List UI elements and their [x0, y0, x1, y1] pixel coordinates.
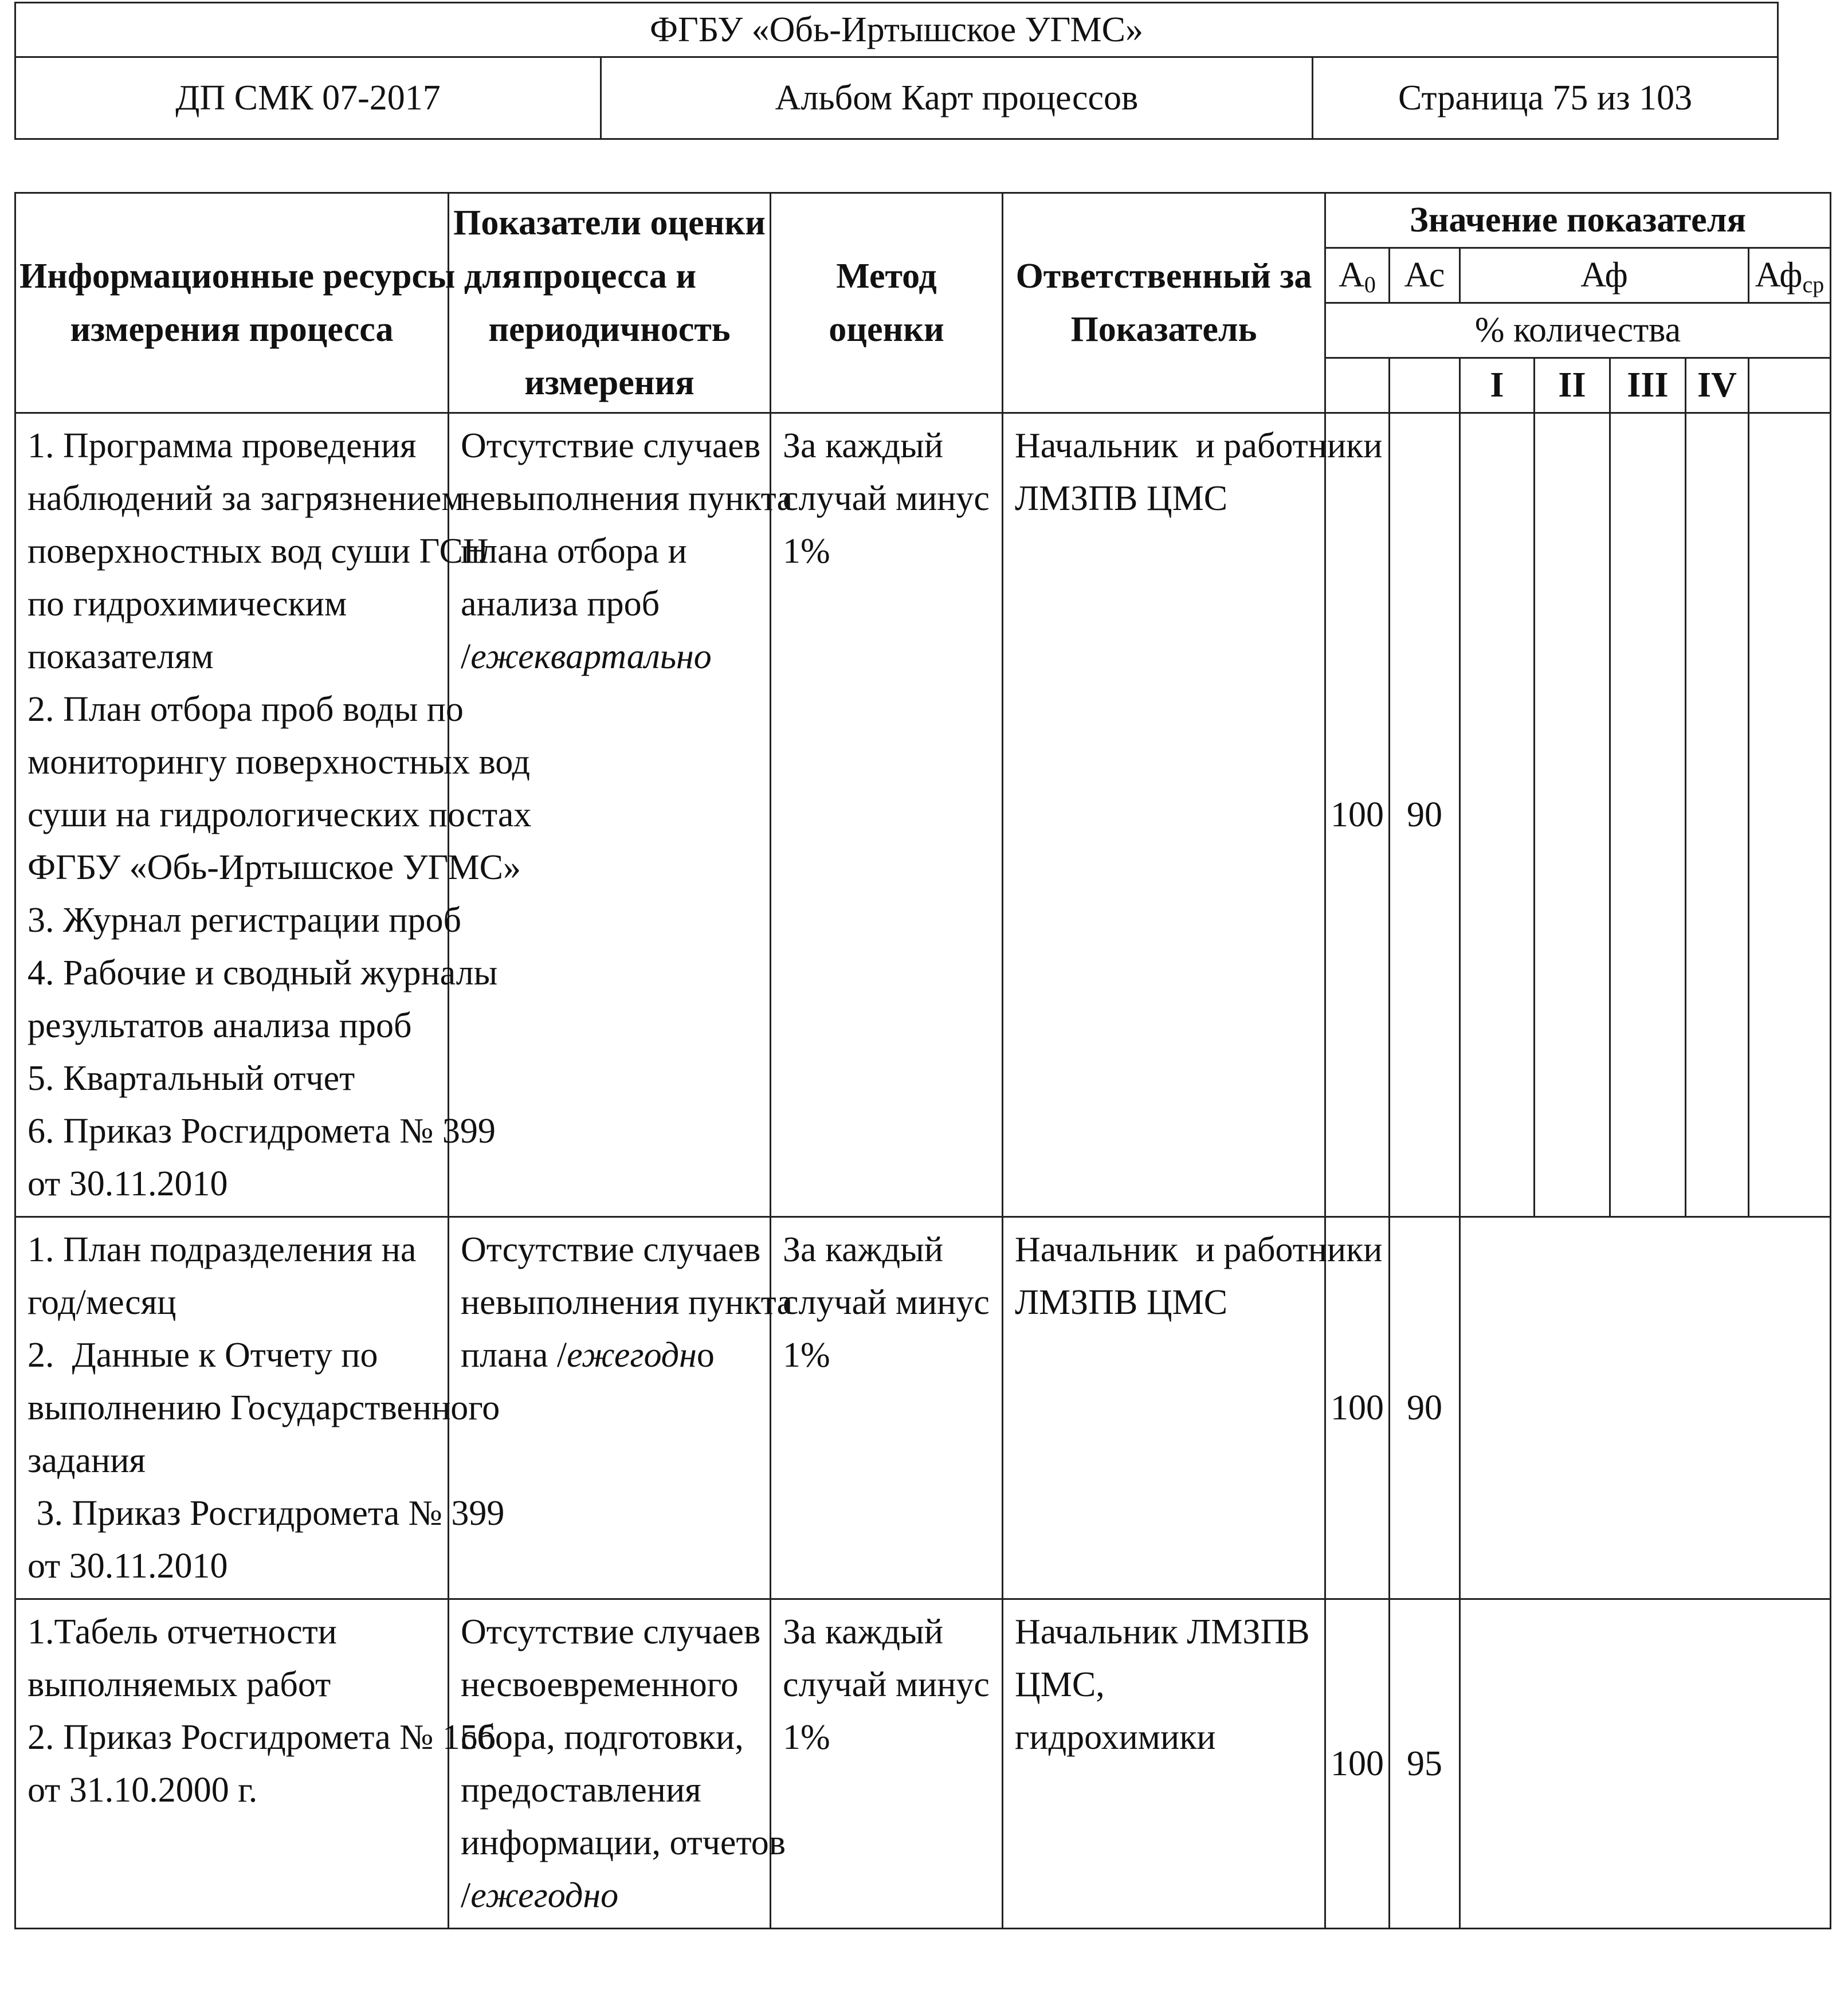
quarter-2-value — [1535, 413, 1610, 1217]
organization-name: ФГБУ «Обь-Иртышское УГМС» — [15, 3, 1778, 57]
method-cell: За каждый случай минус 1% — [771, 1599, 1003, 1929]
quarter-4-value — [1686, 413, 1749, 1217]
responsible-cell: Начальник и работники ЛМЗПВ ЦМС — [1003, 413, 1325, 1217]
periodicity-text: ежеквартально — [470, 637, 712, 676]
column-header-method: Метод оценки — [771, 193, 1003, 413]
column-header-resources: Информационные ресурсы для измерения процесса — [15, 193, 449, 413]
responsible-cell: Начальник и работники ЛМЗПВ ЦМС — [1003, 1217, 1325, 1599]
a0-value: 100 — [1325, 1217, 1390, 1599]
document-code: ДП СМК 07-2017 — [15, 57, 601, 139]
indicator-cell: Отсутствие случаев невыполнения пункта плана /ежегодно — [449, 1217, 771, 1599]
table-row — [15, 413, 1831, 1217]
ac-value: 90 — [1390, 413, 1460, 1217]
a0-value: 100 — [1325, 413, 1390, 1217]
periodicity-text: ежегодн — [567, 1336, 697, 1375]
column-header-responsible: Ответственный за Показатель — [1003, 193, 1325, 413]
responsible-cell: Начальник ЛМЗПВ ЦМС, гидрохимики — [1003, 1599, 1325, 1929]
column-header-quarter-3: III — [1610, 358, 1686, 413]
column-header-quarter-2: II — [1535, 358, 1610, 413]
quarter-3-value — [1610, 413, 1686, 1217]
column-header-a0: $А_0$ — [1325, 248, 1390, 303]
column-header-indicator-value: Значение показателя — [1325, 193, 1831, 248]
column-header-af: Аф — [1460, 248, 1749, 303]
actual-values-empty — [1460, 1599, 1831, 1929]
method-cell: За каждый случай минус 1% — [771, 1217, 1003, 1599]
column-header-indicators: Показатели оценки процесса и периодичность измерения — [449, 193, 771, 413]
actual-values-empty — [1460, 1217, 1831, 1599]
column-header-quarter-1: I — [1460, 358, 1535, 413]
ac-value: 95 — [1390, 1599, 1460, 1929]
column-header-ac: Ас — [1390, 248, 1460, 303]
page-number: Страница 75 из 103 — [1313, 57, 1778, 139]
column-header-quarter-4: IV — [1686, 358, 1749, 413]
document-header — [14, 2, 1779, 140]
column-header-ac-empty — [1390, 358, 1460, 413]
table-row — [15, 1599, 1831, 1929]
indicator-cell: Отсутствие случаев невыполнения пункта плана отбора и анализа проб /ежеквартально — [449, 413, 771, 1217]
ac-value: 90 — [1390, 1217, 1460, 1599]
indicator-cell: Отсутствие случаев несвоевременного сбора, подготовки, предоставления информации, отчетов /ежегодно — [449, 1599, 771, 1929]
album-title: Альбом Карт процессов — [601, 57, 1313, 139]
table-row — [15, 1217, 1831, 1599]
process-indicators-table — [14, 192, 1831, 1929]
resources-cell: 1. Программа проведения наблюдений за загрязнением поверхностных вод суши ГСН по гидрохимическим показателям 2. План отбора проб воды по мониторингу поверхностных вод суши на гидрологических постах ФГБУ «Обь-Иртышское УГМС» 3. Журнал регистрации проб 4. Рабочие и сводный журналы результатов анализа проб 5. Квартальный отчет 6. Приказ Росгидромета № 399 от 30.11.2010 — [15, 413, 449, 1217]
method-cell: За каждый случай минус 1% — [771, 413, 1003, 1217]
column-header-afcp: $Аф_{ср}$ — [1749, 248, 1831, 303]
resources-cell: 1. План подразделения на год/месяц 2. Данные к Отчету по выполнению Государственного задания 3. Приказ Росгидромета № 399 от 30.11.2010 — [15, 1217, 449, 1599]
column-header-percent-quantity: % количества — [1325, 303, 1831, 358]
a0-value: 100 — [1325, 1599, 1390, 1929]
periodicity-text: ежегодно — [470, 1876, 619, 1915]
column-header-a0-empty — [1325, 358, 1390, 413]
afcp-value — [1749, 413, 1831, 1217]
resources-cell: 1.Табель отчетности выполняемых работ 2. Приказ Росгидромета № 156 от 31.10.2000 г. — [15, 1599, 449, 1929]
quarter-1-value — [1460, 413, 1535, 1217]
column-header-afcp-empty — [1749, 358, 1831, 413]
